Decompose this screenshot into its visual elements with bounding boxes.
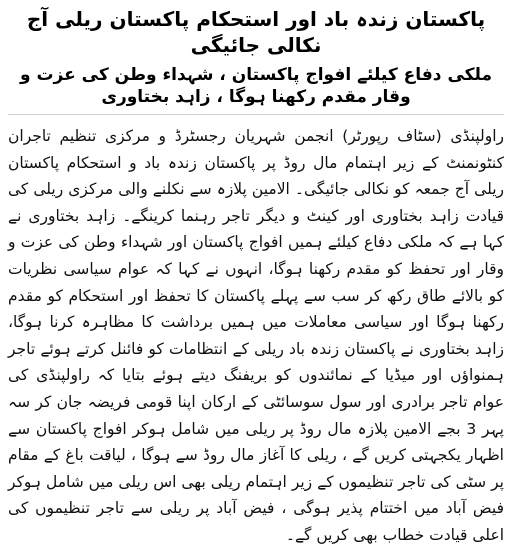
- article-headline: پاکستان زندہ باد اور استحکام پاکستان ریلی آج نکالی جائیگی: [26, 7, 486, 57]
- article-body: راولپنڈی (سٹاف رپورٹر) انجمن شہریان رجسٹرڈ و مرکزی تنظیم تاجران کنٹونمنٹ کے زیر اہتمام مال روڈ پر پاکستان زندہ باد و استحکام پاکستان ریلی آج جمعہ کو نکالی جائیگی۔ الامین پلازہ سے نکلنے والی مرکزی ریلی کی قیادت زاہد بختاوری اور کینٹ و دیگر تاجر رہنما کرینگے۔ زاہد بختاوری نے کہا ہے کہ ملکی دفاع کیلئے ہمیں افواج پاکستان اور شہداء وطن کی عزت و وقار اور تحفظ کو مقدم رکھنا ہوگا، انہوں نے کہا کہ عوام سیاسی نظریات کو بالائے طاق رکھ کر سب سے پہلے پاکستان کا تحفظ اور استحکام کو مقدم رکھنا ہوگا اور سیاسی معاملات میں ہمیں برداشت کا مظاہرہ کرنا ہوگا، زاہد بختاوری نے پاکستان زندہ باد ریلی کے انتظامات کو فائنل کرتے ہوئے تاجر ہمنواؤں اور میڈیا کے نمائندوں کو بریفنگ دیتے ہوئے بتایا کہ راولپنڈی کی عوام تاجر برادری اور سول سوسائٹی کے ارکان اپنا قومی فریضہ جان کر سہ پہر 3 بجے الامین پلازہ مال روڈ پر ریلی میں شامل ہوکر افواج پاکستان سے اظہار یکجہتی کریں گے ، ریلی کا آغاز مال روڈ سے ہوگا ، لیاقت باغ کے مقام پر سٹی کی تاجر تنظیموں کے زیر اہتمام ریلی بھی اس ریلی میں شامل ہوکر فیض آباد میں اختتام پذیر ہوگی ، فیض آباد پر ریلی سے تاجر تنظیموں کی اعلی قیادت خطاب بھی کریں گے۔: [8, 127, 504, 544]
- article-subheadline: ملکی دفاع کیلئے افواج پاکستان ، شہداء وطن کی عزت و وقار مقدم رکھنا ہوگا ، زاہد بختاوری: [8, 64, 504, 115]
